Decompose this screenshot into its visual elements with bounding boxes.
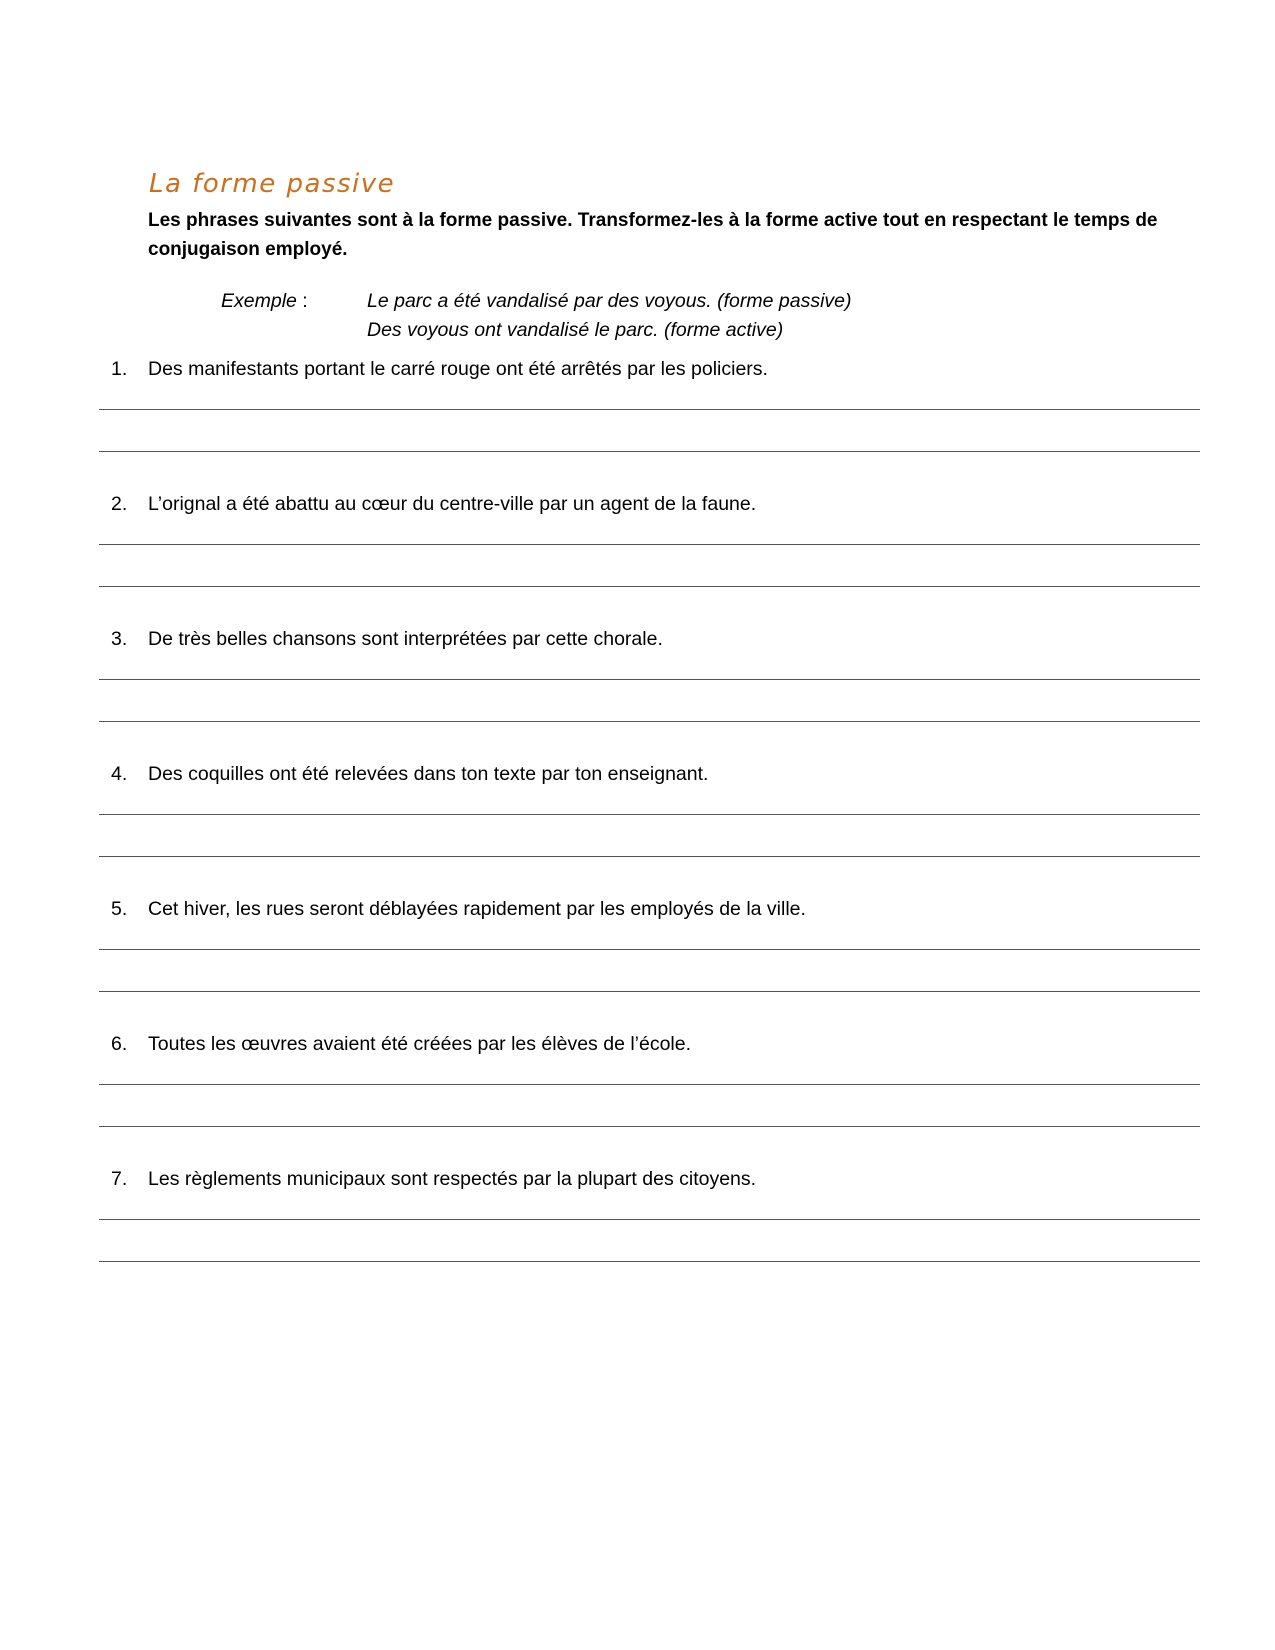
question-text: Toutes les œuvres avaient été créées par les élèves de l’école. (148, 1033, 692, 1055)
instructions: Les phrases suivantes sont à la forme passive. Transformez-les à la forme active tout en respectant le temps de conjugaison employé. (148, 210, 1158, 260)
answer-line[interactable] (99, 679, 1200, 680)
question-6 (0, 1030, 1275, 1165)
question-number: 5. (111, 898, 128, 920)
question-4 (0, 760, 1275, 895)
example-active-sentence: Des voyous ont vandalisé le parc. (forme active) (367, 319, 784, 341)
question-text: L’orignal a été abattu au cœur du centre-ville par un agent de la faune. (148, 493, 757, 515)
question-7 (0, 1165, 1275, 1300)
answer-line[interactable] (99, 1084, 1200, 1085)
answer-line[interactable] (99, 544, 1200, 545)
answer-line[interactable] (99, 409, 1200, 410)
answer-line[interactable] (99, 991, 1200, 992)
question-text: De très belles chansons sont interprétées par cette chorale. (148, 628, 663, 650)
question-5 (0, 895, 1275, 1030)
example-label: Exemple (221, 290, 297, 312)
answer-line[interactable] (99, 586, 1200, 587)
question-number: 2. (111, 493, 128, 515)
question-number: 4. (111, 763, 128, 785)
answer-line[interactable] (99, 856, 1200, 857)
question-text: Les règlements municipaux sont respectés par la plupart des citoyens. (148, 1168, 757, 1190)
question-text: Des manifestants portant le carré rouge ont été arrêtés par les policiers. (148, 358, 768, 380)
question-1 (0, 355, 1275, 490)
question-number: 1. (111, 358, 128, 380)
example-sentences (367, 287, 852, 345)
question-text: Des coquilles ont été relevées dans ton texte par ton enseignant. (148, 763, 709, 785)
answer-line[interactable] (99, 1261, 1200, 1262)
answer-line[interactable] (99, 949, 1200, 950)
question-3 (0, 625, 1275, 760)
example-colon: : (296, 290, 308, 312)
question-2 (0, 490, 1275, 625)
worksheet-title: La forme passive (149, 169, 396, 199)
answer-line[interactable] (99, 721, 1200, 722)
answer-line[interactable] (99, 1126, 1200, 1127)
answer-line[interactable] (99, 814, 1200, 815)
question-text: Cet hiver, les rues seront déblayées rapidement par les employés de la ville. (148, 898, 806, 920)
question-number: 3. (111, 628, 128, 650)
question-number: 7. (111, 1168, 128, 1190)
answer-line[interactable] (99, 1219, 1200, 1220)
question-number: 6. (111, 1033, 128, 1055)
example-label-wrap (221, 287, 308, 316)
answer-line[interactable] (99, 451, 1200, 452)
example-passive-sentence: Le parc a été vandalisé par des voyous. (forme passive) (367, 290, 852, 312)
